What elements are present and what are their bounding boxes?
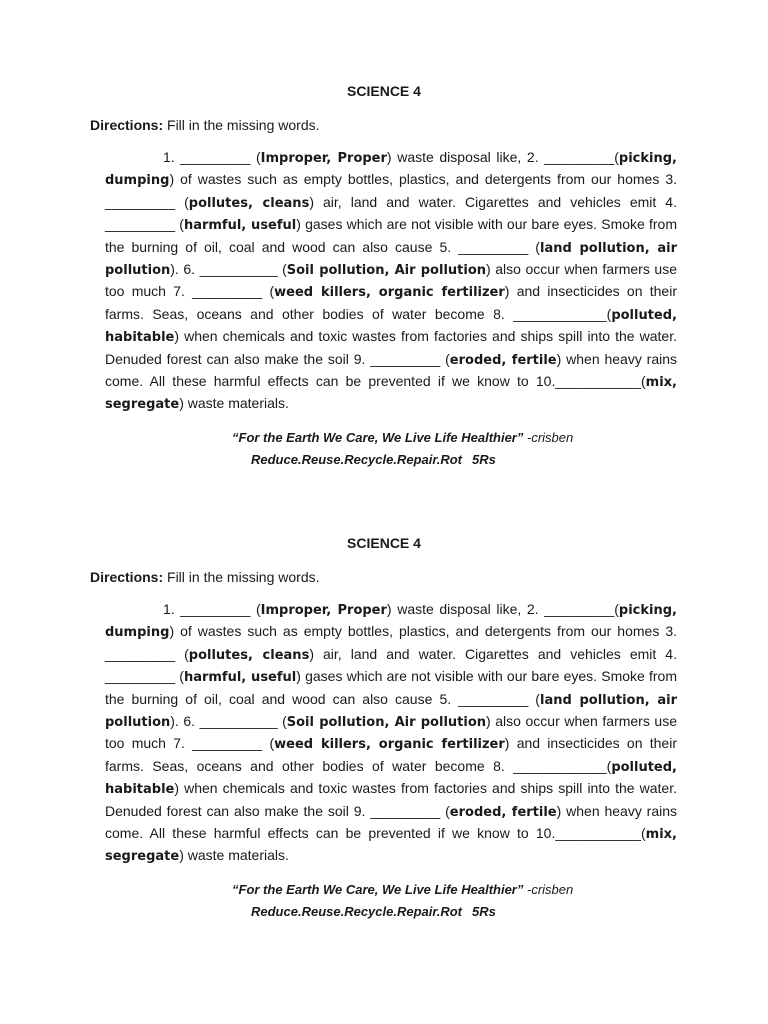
directions-text: Fill in the missing words. xyxy=(163,569,320,585)
motto xyxy=(251,904,496,920)
passage-text: ) also occur when farmers use too much 7. _________ ( xyxy=(105,261,677,300)
directions xyxy=(90,116,320,134)
passage-text: ) when chemicals and toxic wastes from factories and ships spill into the water. Denuded forest can also make the soil 9. _________ ( xyxy=(105,780,677,819)
answer-choices: polluted, habitable xyxy=(105,759,677,798)
slogan-quote xyxy=(232,882,573,898)
answer-choices: mix, segregate xyxy=(105,375,677,413)
passage-text: ) air, land and water. Cigarettes and vehicles emit 4. _________ ( xyxy=(105,193,677,233)
motto-text: Reduce.Reuse.Recycle.Repair.Rot xyxy=(251,452,462,467)
directions-label: Directions: xyxy=(90,569,164,585)
fill-in-passage xyxy=(105,599,677,868)
answer-choices: land pollution, air pollution xyxy=(105,692,678,731)
quote-text: “For the Earth We Care, We Live Life Healthier” xyxy=(232,430,524,445)
answer-choices: land pollution, air pollution xyxy=(105,240,678,279)
directions-label: Directions: xyxy=(90,117,164,133)
passage-text: ) and insecticides on their farms. Seas, oceans and other bodies of water become 8. ____________( xyxy=(105,735,677,774)
answer-choices: picking, dumping xyxy=(105,151,677,189)
answer-choices: harmful, useful xyxy=(183,218,297,234)
passage-text: ) waste disposal like, 2. _________( xyxy=(386,149,619,165)
answer-choices: polluted, habitable xyxy=(105,307,677,346)
passage-text: ) waste disposal like, 2. _________( xyxy=(386,601,619,617)
motto-text: Reduce.Reuse.Recycle.Repair.Rot xyxy=(251,904,462,919)
passage-text: ) waste materials. xyxy=(179,395,289,412)
answer-choices: eroded, fertile xyxy=(449,352,557,368)
passage-text: ) and insecticides on their farms. Seas, oceans and other bodies of water become 8. ____________( xyxy=(105,283,677,322)
answer-choices: Soil pollution, Air pollution xyxy=(286,715,487,731)
quote-author: -crisben xyxy=(523,882,574,897)
worksheet-title: SCIENCE 4 xyxy=(347,535,421,551)
passage-text: ) of wastes such as empty bottles, plastics, and detergents from our homes 3. _________ ( xyxy=(105,623,677,662)
answer-choices: Soil pollution, Air pollution xyxy=(286,263,487,279)
quote-text: “For the Earth We Care, We Live Life Healthier” xyxy=(232,882,524,897)
passage-text: ) gases which are not visible with our bare eyes. Smoke from the burning of oil, coal and wood can also cause 5. _________ ( xyxy=(105,216,677,255)
passage-text: ). 6. __________ ( xyxy=(170,713,287,730)
answer-choices: eroded, fertile xyxy=(449,804,557,820)
passage-text: ). 6. __________ ( xyxy=(170,261,287,278)
answer-choices: pollutes, cleans xyxy=(188,195,310,211)
answer-choices: Improper, Proper xyxy=(260,603,387,618)
quote-author: -crisben xyxy=(523,430,574,445)
passage-text: ) air, land and water. Cigarettes and vehicles emit 4. _________ ( xyxy=(105,645,677,685)
motto-tag: 5Rs xyxy=(471,452,496,467)
passage-text: ) when chemicals and toxic wastes from factories and ships spill into the water. Denuded forest can also make the soil 9. _________ ( xyxy=(105,328,677,367)
answer-choices: pollutes, cleans xyxy=(188,647,310,663)
motto xyxy=(251,452,496,468)
passage-text: 1. _________ ( xyxy=(163,149,261,165)
passage-text: 1. _________ ( xyxy=(163,601,261,617)
slogan-quote xyxy=(232,430,573,446)
answer-choices: mix, segregate xyxy=(105,827,677,865)
motto-tag: 5Rs xyxy=(471,904,496,919)
directions xyxy=(90,568,320,586)
passage-text: ) when heavy rains come. All these harmful effects can be prevented if we know to 10.___________( xyxy=(105,802,677,842)
answer-choices: Improper, Proper xyxy=(260,151,387,166)
worksheet-title: SCIENCE 4 xyxy=(347,83,421,99)
directions-text: Fill in the missing words. xyxy=(163,117,320,133)
answer-choices: picking, dumping xyxy=(105,603,677,641)
answer-choices: weed killers, organic fertilizer xyxy=(274,285,505,301)
fill-in-passage xyxy=(105,147,677,416)
answer-choices: weed killers, organic fertilizer xyxy=(274,737,505,753)
passage-text: ) also occur when farmers use too much 7. _________ ( xyxy=(105,713,677,752)
passage-text: ) waste materials. xyxy=(179,847,289,864)
passage-text: ) of wastes such as empty bottles, plastics, and detergents from our homes 3. _________ ( xyxy=(105,171,677,210)
answer-choices: harmful, useful xyxy=(183,670,297,686)
passage-text: ) when heavy rains come. All these harmful effects can be prevented if we know to 10.___________( xyxy=(105,350,677,390)
passage-text: ) gases which are not visible with our bare eyes. Smoke from the burning of oil, coal and wood can also cause 5. _________ ( xyxy=(105,668,677,707)
